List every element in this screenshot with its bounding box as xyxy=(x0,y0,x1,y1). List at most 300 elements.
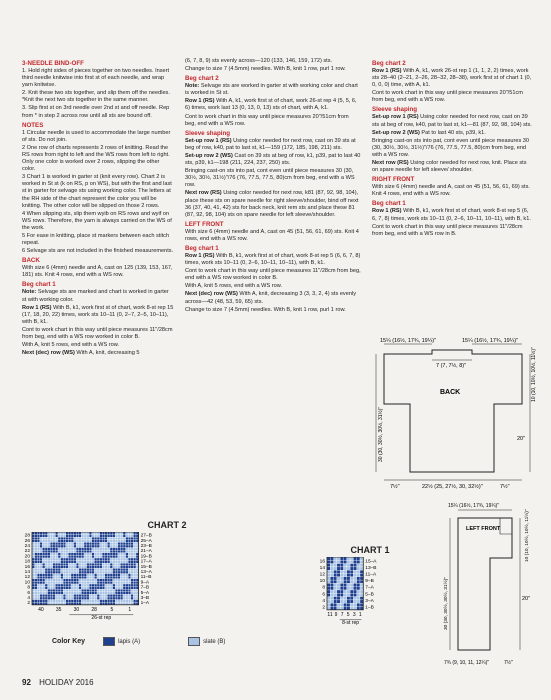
chart-cell xyxy=(42,574,45,577)
chart-cell xyxy=(79,592,82,595)
chart-cell xyxy=(61,592,64,595)
chart-cell xyxy=(360,577,363,580)
repeat-label: 8-st rep xyxy=(342,619,360,626)
row-number-right: 11–B xyxy=(140,575,152,581)
text-column-3 xyxy=(372,58,532,239)
chart-cell xyxy=(68,576,71,579)
chart-cell xyxy=(79,594,82,597)
chart-cell xyxy=(347,590,350,593)
chart-cell xyxy=(35,555,38,558)
chart-cell xyxy=(45,540,48,543)
chart-cell xyxy=(61,574,64,577)
chart-cell xyxy=(105,597,108,600)
chart-cell xyxy=(107,600,110,603)
paragraph xyxy=(372,68,532,89)
chart-cell xyxy=(115,594,118,597)
paragraph-text: 6 Selvage sts are not included in the finished measurements. xyxy=(22,248,174,255)
chart-cell xyxy=(53,555,56,558)
chart-cell xyxy=(123,548,126,551)
chart-cell xyxy=(66,581,69,584)
back-top-left: 15¼ (16½, 17¾, 19¼)" xyxy=(380,338,437,344)
chart-cell xyxy=(87,589,90,592)
chart-cell xyxy=(105,550,108,553)
chart-cell xyxy=(53,548,56,551)
section-heading: Beg chart 2 xyxy=(372,60,406,67)
chart-cell xyxy=(89,566,92,569)
chart-cell xyxy=(115,571,118,574)
chart-cell xyxy=(118,579,121,582)
chart-cell xyxy=(35,545,38,548)
repeat-label: 26-st rep xyxy=(91,614,112,621)
chart-cell xyxy=(35,540,38,543)
chart-cell xyxy=(128,589,131,592)
chart-cell xyxy=(84,592,87,595)
chart-cell xyxy=(74,540,77,543)
paragraph-text: Cast on 39 sts at beg of row, k1, p39, pat to last 40 sts, p39, k1—198 (211, 224, 237, 250) sts. xyxy=(185,152,361,167)
chart-cell xyxy=(330,597,333,600)
chart-cell xyxy=(79,550,82,553)
chart-cell xyxy=(40,576,43,579)
chart-cell xyxy=(81,563,84,566)
chart-cell xyxy=(89,535,92,538)
row-number-left: 8 xyxy=(27,585,30,591)
chart-cell xyxy=(126,589,129,592)
chart-cell xyxy=(128,537,131,540)
chart-cell xyxy=(126,563,129,566)
chart-cell xyxy=(344,593,347,596)
chart-cell xyxy=(133,566,136,569)
row-number-left: 2 xyxy=(27,601,30,607)
chart-cell xyxy=(45,548,48,551)
chart-cell xyxy=(45,537,48,540)
chart-cell xyxy=(107,592,110,595)
chart-cell xyxy=(68,584,71,587)
chart-cell xyxy=(102,587,105,590)
chart-cell xyxy=(100,555,103,558)
chart-cell xyxy=(87,600,90,603)
chart-cell xyxy=(37,600,40,603)
chart-cell xyxy=(63,542,66,545)
chart-cell xyxy=(79,589,82,592)
chart-cell xyxy=(337,590,340,593)
chart-cell xyxy=(337,587,340,590)
chart-cell xyxy=(128,558,131,561)
row-number-left: 12 xyxy=(24,575,30,581)
chart-cell xyxy=(74,542,77,545)
chart-cell xyxy=(347,597,350,600)
chart-cell xyxy=(76,600,79,603)
paragraph xyxy=(185,291,361,305)
chart-cell xyxy=(35,553,38,556)
issue-name: HOLIDAY 2016 xyxy=(39,678,94,687)
chart-cell xyxy=(123,594,126,597)
chart-cell xyxy=(48,542,51,545)
chart-cell xyxy=(360,570,363,573)
chart-cell xyxy=(350,603,353,606)
chart-cell xyxy=(347,577,350,580)
chart-cell xyxy=(45,550,48,553)
chart-cell xyxy=(40,545,43,548)
chart-cell xyxy=(123,561,126,564)
chart-cell xyxy=(94,563,97,566)
chart-cell xyxy=(102,574,105,577)
chart-cell xyxy=(58,561,61,564)
chart-cell xyxy=(128,540,131,543)
chart-cell xyxy=(66,566,69,569)
chart-cell xyxy=(68,600,71,603)
paragraph xyxy=(372,130,532,137)
chart-cell xyxy=(58,542,61,545)
chart-cell xyxy=(100,587,103,590)
row-number-left: 2 xyxy=(322,605,325,611)
chart-cell xyxy=(74,537,77,540)
paragraph xyxy=(372,224,532,238)
chart-cell xyxy=(76,540,79,543)
chart-cell xyxy=(48,548,51,551)
chart-cell xyxy=(79,579,82,582)
chart-cell xyxy=(35,584,38,587)
chart-cell xyxy=(118,594,121,597)
paragraph-text: 3 Chart 1 is worked in garter st (knit every row). Chart 2 is worked in St st (k on RS, p on WS), but with the first and last st in garter for selvage sts using working color. The letters at the RH side of the chart represent the color you will be knitting. The other color will be slipped on those 2 rows. xyxy=(22,174,172,209)
chart-cell xyxy=(61,566,64,569)
paragraph xyxy=(185,114,361,128)
chart-cell xyxy=(92,558,95,561)
chart-cell xyxy=(347,583,350,586)
chart-cell xyxy=(79,600,82,603)
chart-cell xyxy=(94,535,97,538)
chart-cell xyxy=(84,540,87,543)
chart-cell xyxy=(97,597,100,600)
chart-cell xyxy=(53,600,56,603)
chart-cell xyxy=(123,542,126,545)
chart-cell xyxy=(61,597,64,600)
chart-cell xyxy=(128,574,131,577)
chart-cell xyxy=(105,587,108,590)
chart-cell xyxy=(63,581,66,584)
chart-cell xyxy=(133,542,136,545)
chart-cell xyxy=(107,561,110,564)
chart-cell xyxy=(53,571,56,574)
chart-cell xyxy=(87,579,90,582)
chart-cell xyxy=(71,587,74,590)
chart-cell xyxy=(35,589,38,592)
chart-cell xyxy=(350,590,353,593)
chart-cell xyxy=(81,540,84,543)
paragraph-text: 4 When slipping sts, slip them wyib on RS rows and wyif on WS rows. Therefore, the yarn is always carried on the WS of the work. xyxy=(22,210,172,231)
chart-cell xyxy=(74,594,77,597)
chart-cell xyxy=(350,593,353,596)
chart-1-grid xyxy=(315,557,435,627)
chart-cell xyxy=(113,584,116,587)
chart-cell xyxy=(66,563,69,566)
chart-cell xyxy=(68,594,71,597)
chart-cell xyxy=(53,587,56,590)
row-number-right: 23–B xyxy=(140,544,152,549)
chart-cell xyxy=(50,558,53,561)
chart-cell xyxy=(123,581,126,584)
chart-cell xyxy=(35,561,38,564)
chart-cell xyxy=(68,537,71,540)
chart-cell xyxy=(357,587,360,590)
run-in-label: Next row (RS) xyxy=(372,160,409,167)
paragraph-text: With size 6 (4mm) needle and A, cast on 125 (139, 153, 167, 181) sts. Knit 4 rows, end with a WS row. xyxy=(22,265,173,279)
chart-cell xyxy=(42,558,45,561)
chart-cell xyxy=(126,594,129,597)
paragraph xyxy=(185,190,361,218)
chart-cell xyxy=(87,537,90,540)
chart-cell xyxy=(55,571,58,574)
chart-cell xyxy=(45,592,48,595)
chart-cell xyxy=(55,584,58,587)
chart-cell xyxy=(92,535,95,538)
chart-cell xyxy=(97,563,100,566)
chart-cell xyxy=(133,550,136,553)
chart-cell xyxy=(344,600,347,603)
chart-cell xyxy=(97,535,100,538)
chart-cell xyxy=(53,574,56,577)
chart-cell xyxy=(71,558,74,561)
chart-cell xyxy=(110,548,113,551)
chart-cell xyxy=(48,558,51,561)
chart-cell xyxy=(123,550,126,553)
chart-cell xyxy=(84,558,87,561)
chart-cell xyxy=(66,571,69,574)
chart-cell xyxy=(357,560,360,563)
chart-cell xyxy=(360,600,363,603)
chart-cell xyxy=(53,561,56,564)
chart-cell xyxy=(105,561,108,564)
chart-cell xyxy=(66,537,69,540)
text-column-2 xyxy=(185,58,361,315)
chart-cell xyxy=(63,553,66,556)
row-number-right: 5–B xyxy=(365,592,374,598)
chart-cell xyxy=(327,564,330,567)
chart-cell xyxy=(327,580,330,583)
chart-cell xyxy=(71,535,74,538)
chart-cell xyxy=(126,592,129,595)
chart-cell xyxy=(42,563,45,566)
chart-cell xyxy=(107,558,110,561)
chart-cell xyxy=(71,545,74,548)
chart-cell xyxy=(330,600,333,603)
chart-cell xyxy=(131,589,134,592)
chart-cell xyxy=(50,571,53,574)
paragraph-text: Using color needed for next row, cast on 39 sts at beg of row, k40, pat to last st, k1—159 (172, 185, 198, 211) sts. xyxy=(185,137,356,151)
chart-cell xyxy=(42,597,45,600)
chart-cell xyxy=(71,597,74,600)
chart-cell xyxy=(71,589,74,592)
chart-cell xyxy=(97,589,100,592)
chart-cell xyxy=(100,561,103,564)
run-in-label: Row 1 (RS) xyxy=(372,68,402,74)
chart-cell xyxy=(118,563,121,566)
paragraph-text: Cont to work chart in this way until piece measures 11"/28cm from beg, end with a WS row in B. xyxy=(372,223,523,237)
chart-cell xyxy=(79,548,82,551)
paragraph-text: Using color needed for next row, cast on 39 sts at beg of row, k40, pat to last st, k1—81 (87, 92, 98, 104) sts. xyxy=(372,114,532,128)
chart-cell xyxy=(115,574,118,577)
chart-cell xyxy=(58,545,61,548)
chart-cell xyxy=(61,561,64,564)
chart-cell xyxy=(55,568,58,571)
chart-cell xyxy=(128,592,131,595)
chart-cell xyxy=(74,581,77,584)
chart-cell xyxy=(131,600,134,603)
chart-cell xyxy=(94,548,97,551)
paragraph xyxy=(185,283,361,290)
chart-cell xyxy=(81,561,84,564)
back-bottom-mid: 22½ (25, 27½, 30, 32½)" xyxy=(422,484,483,490)
chart-cell xyxy=(118,574,121,577)
chart-cell xyxy=(357,564,360,567)
paragraph-text: Selvage sts are worked in garter st with working color and chart is worked in St st. xyxy=(185,83,358,97)
chart-cell xyxy=(120,558,123,561)
chart-cell xyxy=(126,571,129,574)
chart-cell xyxy=(126,550,129,553)
chart-cell xyxy=(94,592,97,595)
chart-cell xyxy=(61,545,64,548)
chart-cell xyxy=(37,568,40,571)
chart-cell xyxy=(330,574,333,577)
chart-cell xyxy=(92,574,95,577)
run-in-label: Set-up row 1 (RS) xyxy=(185,137,232,144)
chart-cell xyxy=(100,558,103,561)
chart-cell xyxy=(81,555,84,558)
chart-cell xyxy=(118,545,121,548)
chart-cell xyxy=(115,589,118,592)
chart-cell xyxy=(115,584,118,587)
chart-cell xyxy=(89,561,92,564)
chart-cell xyxy=(128,594,131,597)
chart-cell xyxy=(55,566,58,569)
chart-cell xyxy=(71,540,74,543)
chart-cell xyxy=(113,537,116,540)
chart-cell xyxy=(87,542,90,545)
page-footer xyxy=(22,678,100,687)
chart-cell xyxy=(63,550,66,553)
chart-cell xyxy=(337,597,340,600)
paragraph-text: With size 6 (4mm) needle and A, cast on 45 (51, 56, 61, 69) sts. Knit 4 rows, end with a WS row. xyxy=(185,228,359,242)
chart-cell xyxy=(131,563,134,566)
chart-cell xyxy=(40,542,43,545)
chart-cell xyxy=(45,584,48,587)
paragraph-text: (6, 7, 8, 9) sts evenly across—120 (133, 146, 159, 172) sts. xyxy=(185,58,333,64)
row-number-left: 10 xyxy=(24,580,30,586)
chart-cell xyxy=(97,574,100,577)
chart-cell xyxy=(84,535,87,538)
chart-cell xyxy=(71,553,74,556)
front-bottom-right: 7½" xyxy=(504,660,513,666)
chart-cell xyxy=(118,584,121,587)
chart-cell xyxy=(102,540,105,543)
chart-cell xyxy=(102,568,105,571)
chart-2-title: CHART 2 xyxy=(147,520,187,530)
chart-cell xyxy=(327,567,330,570)
chart-cell xyxy=(58,594,61,597)
chart-cell xyxy=(61,600,64,603)
chart-cell xyxy=(63,558,66,561)
section-heading: RIGHT FRONT xyxy=(372,176,415,184)
paragraph-text: Bringing cast-on sts into pat, cont even until piece measures 30 (30, 30½, 30½, 31½)"/76 (76, 77.5, 77.5, 80)cm from beg, end with a WS row. xyxy=(185,168,355,189)
row-number-right: 9–B xyxy=(365,579,374,585)
chart-cell xyxy=(94,558,97,561)
chart-cell xyxy=(340,574,343,577)
chart-cell xyxy=(37,548,40,551)
paragraph-text: Using color needed for next row, knit. Place sts on spare needle for left sleeve/ shoulder. xyxy=(372,160,527,174)
chart-cell xyxy=(42,540,45,543)
chart-cell xyxy=(81,592,84,595)
chart-cell xyxy=(107,537,110,540)
paragraph-text: 5 For ease in knitting, place st markers between each stitch repeat. xyxy=(22,232,170,247)
chart-cell xyxy=(337,607,340,610)
chart-cell xyxy=(55,592,58,595)
chart-cell xyxy=(126,548,129,551)
row-number-right: 13–A xyxy=(140,570,152,575)
chart-cell xyxy=(360,597,363,600)
chart-cell xyxy=(330,607,333,610)
row-number-left: 18 xyxy=(24,559,30,565)
chart-cell xyxy=(50,581,53,584)
chart-cell xyxy=(105,555,108,558)
chart-cell xyxy=(48,550,51,553)
chart-cell xyxy=(68,563,71,566)
chart-cell xyxy=(55,542,58,545)
section-heading: LEFT FRONT xyxy=(185,220,224,228)
row-number-left: 28 xyxy=(24,533,30,539)
paragraph xyxy=(185,307,361,314)
chart-cell xyxy=(133,545,136,548)
chart-cell xyxy=(115,537,118,540)
chart-cell xyxy=(66,548,69,551)
column-number: 40 xyxy=(38,606,44,613)
chart-cell xyxy=(133,574,136,577)
chart-cell xyxy=(123,574,126,577)
chart-cell xyxy=(337,593,340,596)
chart-cell xyxy=(100,545,103,548)
chart-cell xyxy=(92,592,95,595)
chart-cell xyxy=(66,576,69,579)
chart-cell xyxy=(120,537,123,540)
chart-cell xyxy=(131,594,134,597)
chart-cell xyxy=(131,537,134,540)
chart-cell xyxy=(94,566,97,569)
chart-cell xyxy=(40,553,43,556)
chart-cell xyxy=(131,579,134,582)
chart-cell xyxy=(63,571,66,574)
chart-cell xyxy=(327,590,330,593)
chart-cell xyxy=(58,571,61,574)
chart-cell xyxy=(68,587,71,590)
chart-cell xyxy=(120,550,123,553)
paragraph xyxy=(22,265,174,279)
chart-cell xyxy=(35,558,38,561)
chart-cell xyxy=(105,542,108,545)
chart-cell xyxy=(107,587,110,590)
chart-cell xyxy=(350,560,353,563)
chart-cell xyxy=(42,555,45,558)
paragraph xyxy=(372,208,532,222)
chart-cell xyxy=(118,542,121,545)
chart-cell xyxy=(61,535,64,538)
chart-cell xyxy=(55,600,58,603)
chart-cell xyxy=(53,535,56,538)
color-key-b xyxy=(188,637,225,646)
chart-cell xyxy=(89,550,92,553)
chart-cell xyxy=(53,550,56,553)
paragraph xyxy=(185,58,361,65)
chart-2 xyxy=(22,520,322,627)
chart-cell xyxy=(105,594,108,597)
chart-cell xyxy=(344,587,347,590)
